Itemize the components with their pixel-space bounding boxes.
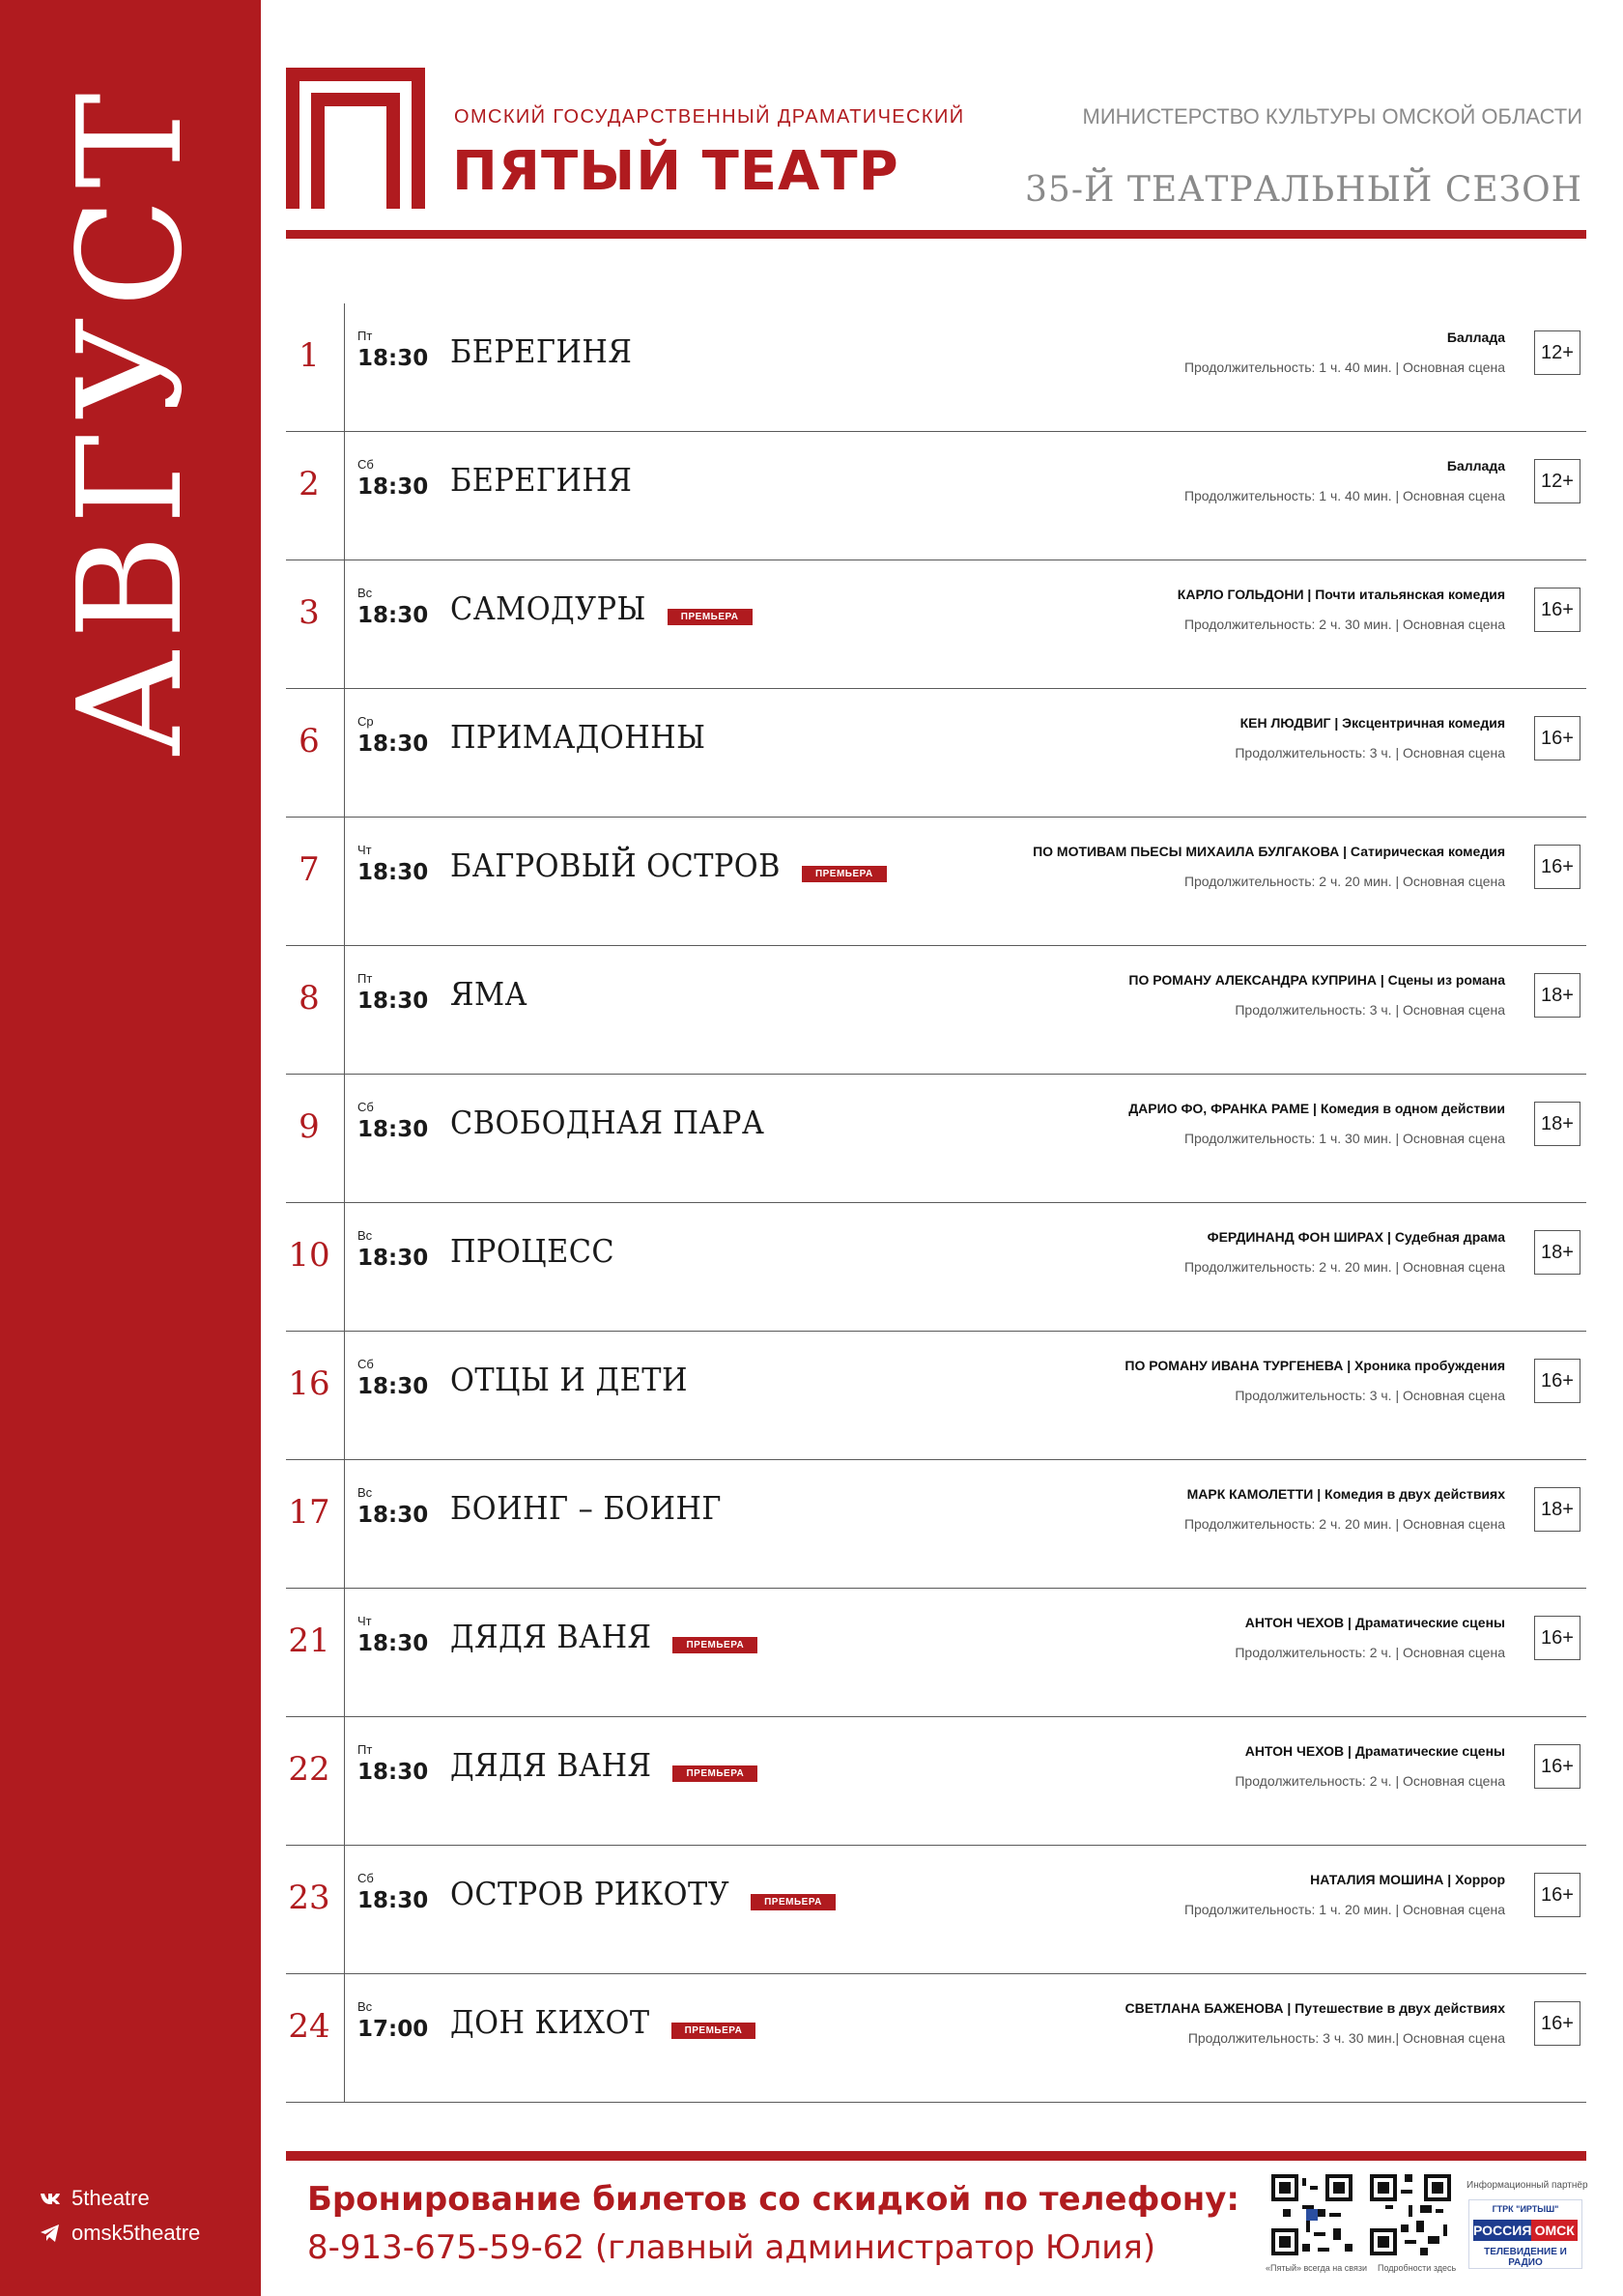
- event-title: ДЯДЯ ВАНЯ: [450, 1746, 652, 1784]
- month-sidebar: [0, 0, 261, 2296]
- event-duration-stage: Продолжительность: 1 ч. 40 мин. | Основная сцена: [1183, 359, 1505, 375]
- event-title: ОСТРОВ РИКОТУ: [450, 1875, 730, 1912]
- event-time: 18:30: [357, 1760, 429, 1785]
- vk-handle: 5theatre: [71, 2186, 150, 2210]
- theatre-subtitle: ОМСКИЙ ГОСУДАРСТВЕННЫЙ ДРАМАТИЧЕСКИЙ: [454, 106, 965, 128]
- partner-left-text: РОССИЯ: [1473, 2220, 1531, 2241]
- event-title: БАГРОВЫЙ ОСТРОВ: [450, 847, 781, 884]
- schedule-row[interactable]: [286, 1203, 1586, 1332]
- event-author-genre: Баллада: [1446, 458, 1505, 474]
- event-time: 18:30: [357, 1246, 429, 1271]
- event-weekday: Сб: [357, 457, 374, 472]
- schedule-row[interactable]: [286, 1332, 1586, 1460]
- qr-caption-contact: «Пятый» всегда на связи: [1266, 2263, 1367, 2273]
- event-time: 17:00: [357, 2017, 429, 2042]
- row-divider: [344, 818, 345, 945]
- telegram-handle: omsk5theatre: [71, 2221, 201, 2245]
- event-title: ПРОЦЕСС: [450, 1232, 615, 1270]
- event-weekday: Сб: [357, 1357, 374, 1371]
- age-rating-badge: 16+: [1534, 1359, 1580, 1403]
- premiere-badge: ПРЕМЬЕРА: [672, 1637, 757, 1653]
- social-vk[interactable]: [39, 2186, 150, 2211]
- row-divider: [344, 1332, 345, 1459]
- month-title: АВГУСТ: [47, 83, 214, 758]
- row-divider: [344, 560, 345, 688]
- event-duration-stage: Продолжительность: 1 ч. 40 мин. | Основная сцена: [1183, 488, 1505, 503]
- partner-logo: [1468, 2199, 1582, 2269]
- event-title: ДЯДЯ ВАНЯ: [450, 1618, 652, 1655]
- event-duration-stage: Продолжительность: 1 ч. 20 мин. | Основная сцена: [1183, 1902, 1505, 1917]
- premiere-badge: ПРЕМЬЕРА: [751, 1894, 836, 1910]
- age-rating-badge: 18+: [1534, 1230, 1580, 1275]
- event-day: 2: [299, 465, 320, 503]
- event-day: 16: [288, 1364, 330, 1403]
- row-divider: [344, 1203, 345, 1331]
- event-duration-stage: Продолжительность: 2 ч. | Основная сцена: [1235, 1645, 1505, 1660]
- partner-bar: [1473, 2220, 1578, 2241]
- schedule-row[interactable]: [286, 1846, 1586, 1974]
- event-duration-stage: Продолжительность: 2 ч. 20 мин. | Основная сцена: [1183, 874, 1505, 889]
- social-telegram[interactable]: [39, 2221, 200, 2246]
- event-weekday: Вс: [357, 586, 373, 600]
- row-divider: [344, 303, 345, 431]
- vk-icon: [39, 2187, 62, 2210]
- event-day: 24: [288, 2007, 330, 2046]
- age-rating-badge: 18+: [1534, 973, 1580, 1018]
- booking-phone[interactable]: 8-913-675-59-62 (главный администратор Юлия): [307, 2228, 1156, 2267]
- event-duration-stage: Продолжительность: 3 ч. | Основная сцена: [1235, 745, 1505, 761]
- event-author-genre: НАТАЛИЯ МОШИНА | Хоррор: [1310, 1872, 1505, 1887]
- event-time: 18:30: [357, 1631, 429, 1656]
- event-weekday: Вс: [357, 1228, 373, 1243]
- event-duration-stage: Продолжительность: 1 ч. 30 мин. | Основная сцена: [1183, 1131, 1505, 1146]
- event-time: 18:30: [357, 732, 429, 757]
- premiere-badge: ПРЕМЬЕРА: [672, 1765, 757, 1782]
- event-title: ЯМА: [450, 975, 527, 1013]
- event-author-genre: ПО РОМАНУ АЛЕКСАНДРА КУПРИНА | Сцены из романа: [1128, 972, 1505, 988]
- event-title: ОТЦЫ И ДЕТИ: [450, 1361, 688, 1398]
- partner-bottom-text: ТЕЛЕВИДЕНИЕ И РАДИО: [1484, 2247, 1567, 2268]
- age-rating-badge: 12+: [1534, 459, 1580, 503]
- age-rating-badge: 18+: [1534, 1487, 1580, 1532]
- age-rating-badge: 16+: [1534, 1616, 1580, 1660]
- event-weekday: Сб: [357, 1871, 374, 1885]
- event-time: 18:30: [357, 603, 429, 628]
- header-divider: [286, 230, 1586, 239]
- partner-caption: Информационный партнёр: [1466, 2180, 1588, 2191]
- event-duration-stage: Продолжительность: 2 ч. 20 мин. | Основная сцена: [1183, 1516, 1505, 1532]
- event-time: 18:30: [357, 1117, 429, 1142]
- event-duration-stage: Продолжительность: 2 ч. 20 мин. | Основная сцена: [1183, 1259, 1505, 1275]
- event-day: 3: [299, 593, 320, 632]
- booking-text: Бронирование билетов со скидкой по телефону:: [307, 2180, 1239, 2219]
- event-author-genre: Баллада: [1446, 330, 1505, 345]
- event-weekday: Чт: [357, 843, 372, 857]
- event-day: 9: [299, 1107, 320, 1146]
- footer-divider: [286, 2151, 1586, 2161]
- event-weekday: Пт: [357, 329, 373, 343]
- schedule-row[interactable]: [286, 560, 1586, 689]
- age-rating-badge: 16+: [1534, 845, 1580, 889]
- event-day: 23: [288, 1879, 330, 1917]
- age-rating-badge: 16+: [1534, 2001, 1580, 2046]
- event-title: СВОБОДНАЯ ПАРА: [450, 1104, 765, 1141]
- event-duration-stage: Продолжительность: 2 ч. 30 мин. | Основная сцена: [1183, 617, 1505, 632]
- age-rating-badge: 16+: [1534, 1873, 1580, 1917]
- row-divider: [344, 689, 345, 817]
- event-weekday: Вс: [357, 1485, 373, 1500]
- qr-code-contact[interactable]: [1271, 2174, 1352, 2255]
- event-title: БЕРЕГИНЯ: [450, 461, 633, 499]
- qr-code-details[interactable]: [1370, 2174, 1451, 2255]
- event-weekday: Ср: [357, 714, 374, 729]
- row-divider: [344, 1846, 345, 1973]
- event-author-genre: ДАРИО ФО, ФРАНКА РАМЕ | Комедия в одном действии: [1128, 1101, 1505, 1116]
- season-label: 35-Й ТЕАТРАЛЬНЫЙ СЕЗОН: [1025, 170, 1582, 210]
- event-day: 10: [288, 1236, 330, 1275]
- event-author-genre: ФЕРДИНАНД ФОН ШИРАХ | Судебная драма: [1207, 1229, 1505, 1245]
- event-day: 6: [299, 722, 320, 761]
- row-divider: [344, 1460, 345, 1588]
- ministry-label: МИНИСТЕРСТВО КУЛЬТУРЫ ОМСКОЙ ОБЛАСТИ: [1082, 104, 1582, 129]
- event-author-genre: МАРК КАМОЛЕТТИ | Комедия в двух действиях: [1186, 1486, 1505, 1502]
- event-author-genre: ПО РОМАНУ ИВАНА ТУРГЕНЕВА | Хроника пробуждения: [1125, 1358, 1505, 1373]
- event-duration-stage: Продолжительность: 3 ч. 30 мин.| Основная сцена: [1187, 2030, 1505, 2046]
- event-title: БЕРЕГИНЯ: [450, 332, 633, 370]
- event-weekday: Сб: [357, 1100, 374, 1114]
- event-weekday: Вс: [357, 1999, 373, 2014]
- schedule-row[interactable]: [286, 1460, 1586, 1589]
- event-weekday: Пт: [357, 971, 373, 986]
- event-title: ПРИМАДОННЫ: [450, 718, 706, 756]
- schedule-row[interactable]: [286, 689, 1586, 818]
- qr-caption-details: Подробности здесь: [1378, 2263, 1457, 2273]
- schedule-row[interactable]: [286, 1717, 1586, 1846]
- event-duration-stage: Продолжительность: 3 ч. | Основная сцена: [1235, 1002, 1505, 1018]
- partner-right-text: ОМСК: [1531, 2220, 1578, 2241]
- event-author-genre: СВЕТЛАНА БАЖЕНОВА | Путешествие в двух действиях: [1125, 2000, 1505, 2016]
- event-day: 7: [299, 850, 320, 889]
- event-duration-stage: Продолжительность: 2 ч. | Основная сцена: [1235, 1773, 1505, 1789]
- event-title: САМОДУРЫ: [450, 589, 646, 627]
- event-time: 18:30: [357, 860, 429, 885]
- schedule-row[interactable]: [286, 432, 1586, 560]
- age-rating-badge: 12+: [1534, 330, 1580, 375]
- schedule-row[interactable]: [286, 946, 1586, 1075]
- row-divider: [344, 1717, 345, 1845]
- event-author-genre: АНТОН ЧЕХОВ | Драматические сцены: [1244, 1743, 1505, 1759]
- event-author-genre: ПО МОТИВАМ ПЬЕСЫ МИХАИЛА БУЛГАКОВА | Сатирическая комедия: [1033, 844, 1505, 859]
- event-time: 18:30: [357, 989, 429, 1014]
- event-day: 1: [299, 336, 320, 375]
- partner-top-text: ГТРК "ИРТЫШ": [1492, 2204, 1559, 2214]
- row-divider: [344, 1974, 345, 2102]
- age-rating-badge: 16+: [1534, 1744, 1580, 1789]
- age-rating-badge: 18+: [1534, 1102, 1580, 1146]
- schedule-list: [286, 303, 1586, 2103]
- theatre-logo: [286, 68, 425, 209]
- event-title: БОИНГ – БОИНГ: [450, 1489, 722, 1527]
- telegram-icon: [39, 2222, 62, 2245]
- event-time: 18:30: [357, 1503, 429, 1528]
- event-time: 18:30: [357, 1888, 429, 1913]
- event-title: ДОН КИХОТ: [450, 2003, 650, 2041]
- event-day: 21: [288, 1622, 330, 1660]
- theatre-name: ПЯТЫЙ ТЕАТР: [452, 140, 899, 203]
- row-divider: [344, 1589, 345, 1716]
- schedule-row[interactable]: [286, 1075, 1586, 1203]
- event-weekday: Пт: [357, 1742, 373, 1757]
- event-weekday: Чт: [357, 1614, 372, 1628]
- row-divider: [344, 432, 345, 560]
- schedule-row[interactable]: [286, 1589, 1586, 1717]
- premiere-badge: ПРЕМЬЕРА: [671, 2023, 756, 2039]
- age-rating-badge: 16+: [1534, 716, 1580, 761]
- age-rating-badge: 16+: [1534, 588, 1580, 632]
- event-time: 18:30: [357, 1374, 429, 1399]
- row-divider: [344, 946, 345, 1074]
- row-divider: [344, 1075, 345, 1202]
- event-time: 18:30: [357, 474, 429, 500]
- event-author-genre: КАРЛО ГОЛЬДОНИ | Почти итальянская комедия: [1177, 587, 1505, 602]
- schedule-row[interactable]: [286, 303, 1586, 432]
- event-author-genre: КЕН ЛЮДВИГ | Эксцентричная комедия: [1239, 715, 1505, 731]
- event-day: 22: [288, 1750, 330, 1789]
- event-day: 17: [288, 1493, 330, 1532]
- premiere-badge: ПРЕМЬЕРА: [802, 866, 887, 882]
- event-time: 18:30: [357, 346, 429, 371]
- premiere-badge: ПРЕМЬЕРА: [668, 609, 753, 625]
- event-day: 8: [299, 979, 320, 1018]
- schedule-row[interactable]: [286, 1974, 1586, 2103]
- event-duration-stage: Продолжительность: 3 ч. | Основная сцена: [1235, 1388, 1505, 1403]
- event-author-genre: АНТОН ЧЕХОВ | Драматические сцены: [1244, 1615, 1505, 1630]
- schedule-row[interactable]: [286, 818, 1586, 946]
